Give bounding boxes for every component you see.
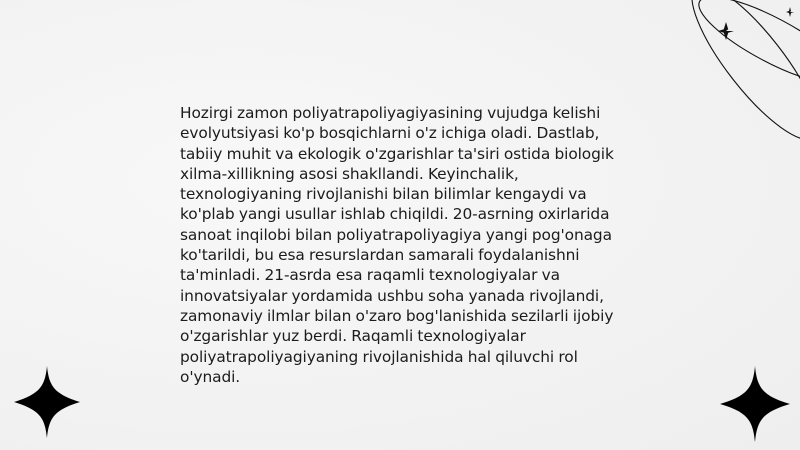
orbit-sparkle-icon [660, 0, 800, 150]
body-paragraph: Hozirgi zamon poliyatrapoliyagiyasining vujudga kelishi evolyutsiyasi ko'p bosqichlarni o'z ichiga oladi. Dastlab, tabiiy muhit va ekologik o'zgarishlar ta'siri ostida biologik xilma-xillikning asosi shakllandi. Keyinchalik, texnologiyaning rivojlanishi bilan bilimlar kengaydi va ko'plab yangi usullar ishlab chiqildi. 20-asrning oxirlarida sanoat inqilobi bilan poliyatrapoliyagiya yangi pog'onaga ko'tarildi, bu esa resurslardan samarali foydalanishni ta'minladi. 21-asrda esa raqamli texnologiyalar va innovatsiyalar yordamida ushbu soha yanada rivojlandi, zamonaviy ilmlar bilan o'zaro bog'lanishida sezilarli ijobiy o'zgarishlar yuz berdi. Raqamli texnologiyalar poliyatrapoliyagiyaning rivojlanishida hal qiluvchi rol o'ynadi. [180, 104, 614, 386]
four-point-star-icon [718, 364, 792, 444]
four-point-star-icon [12, 364, 82, 440]
